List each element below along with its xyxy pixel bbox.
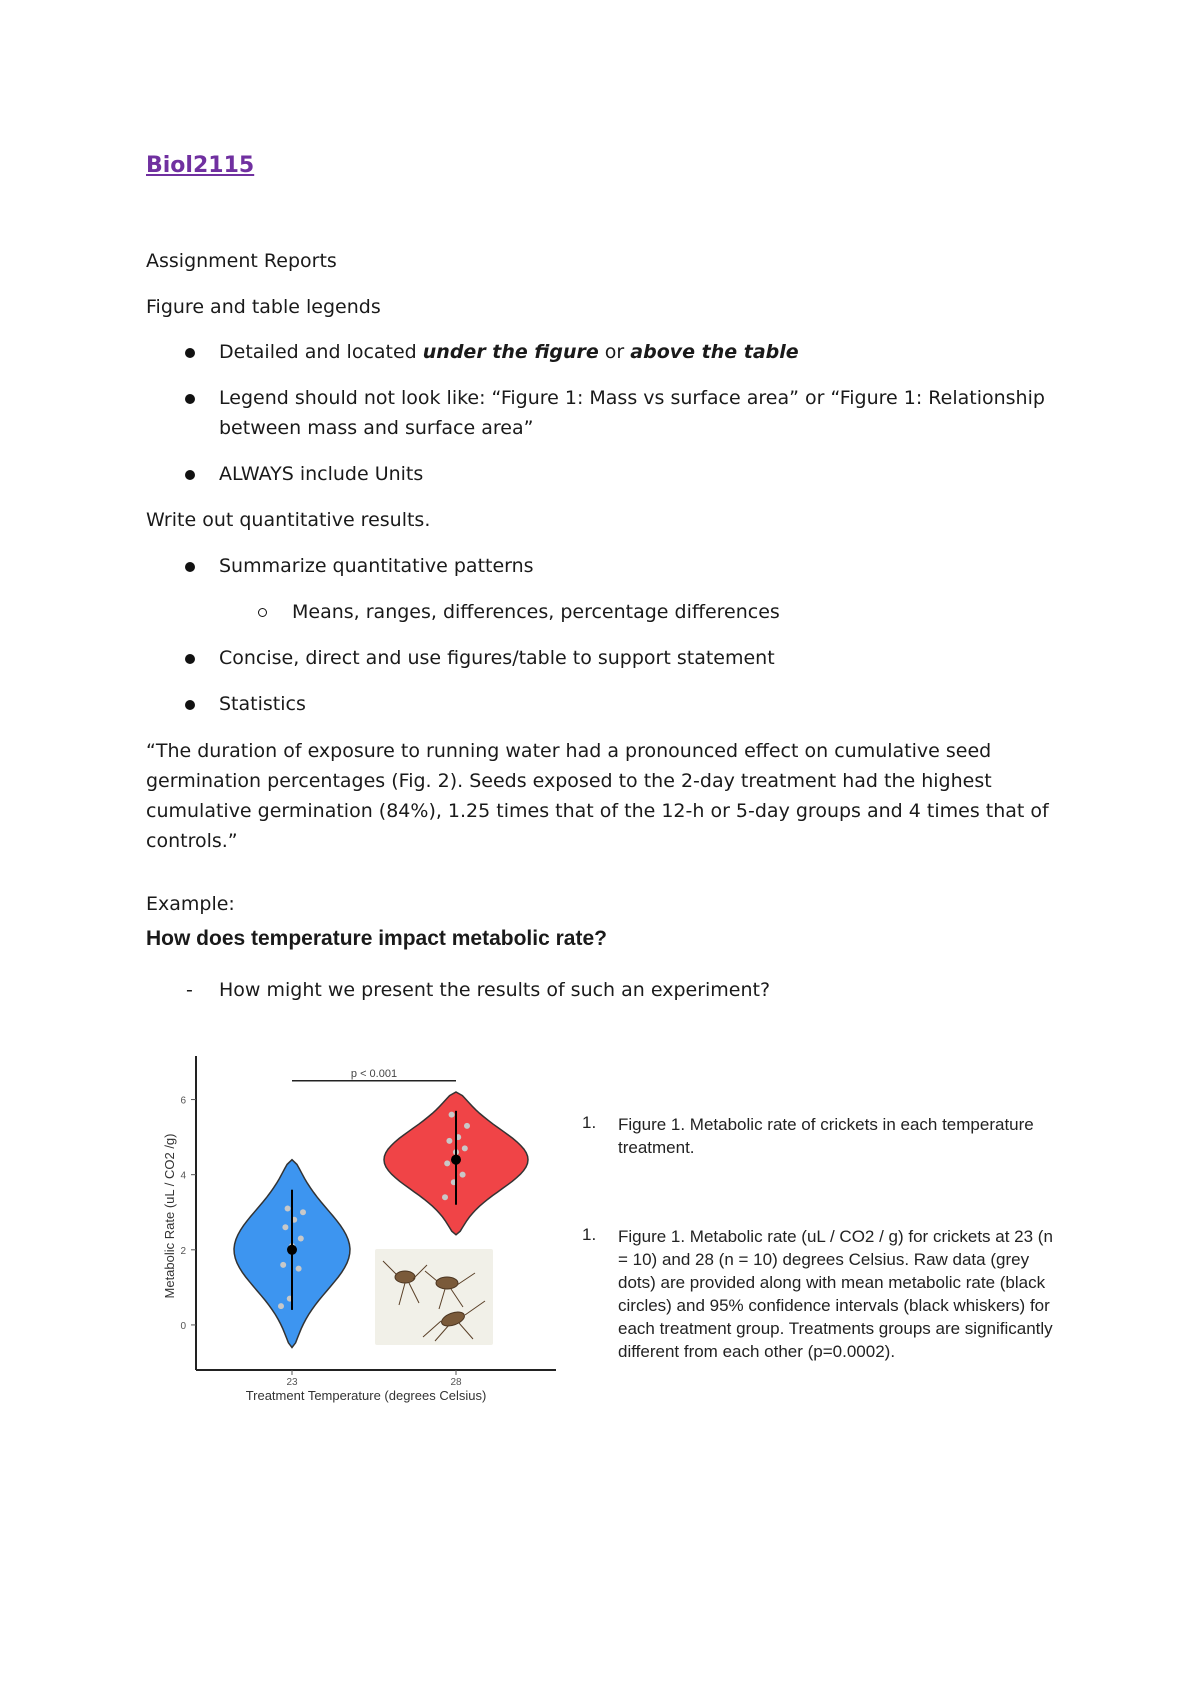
cricket-icon bbox=[375, 1249, 493, 1345]
bullet-icon bbox=[185, 394, 195, 404]
y-tick-label: 6 bbox=[180, 1095, 186, 1107]
bullet-item-units: ALWAYS include Units bbox=[219, 463, 424, 485]
raw-data-point bbox=[449, 1112, 455, 1118]
x-tick-label: 28 bbox=[450, 1377, 462, 1388]
example-quote: “The duration of exposure to running water had a pronounced effect on cumulative seed germination percentages (Fig. 2). Seeds exposed to the 2-day treatment had the highest cumulative germination (84%), 1.25 times that of the 12-h or 5-day groups and 4 times that of controls.” bbox=[146, 740, 1049, 852]
y-tick-label: 0 bbox=[180, 1320, 186, 1332]
mean-point-23 bbox=[287, 1245, 297, 1255]
dash-item: How might we present the results of such an experiment? bbox=[219, 979, 771, 1001]
raw-data-point bbox=[280, 1262, 286, 1268]
significance-annotation: p < 0.001 bbox=[350, 1067, 398, 1080]
raw-data-point bbox=[462, 1145, 468, 1151]
section-heading: Assignment Reports bbox=[146, 250, 337, 272]
bullet-icon bbox=[185, 470, 195, 480]
raw-data-point bbox=[298, 1236, 304, 1242]
legend-2-text: Figure 1. Metabolic rate (uL / CO2 / g) for crickets at 23 (n = 10) and 28 (n = 10) degrees Celsius. Raw data (grey dots) are provided along with mean metabolic rate (black circles) and 95% confidence intervals (black whiskers) for each treatment group. Treatments groups are significantly different from each other (p=0.0002). bbox=[618, 1227, 1053, 1361]
bullet-item-bad-legend-line2: between mass and surface area” bbox=[219, 417, 534, 439]
dash-marker: - bbox=[186, 979, 193, 1001]
example-label: Example: bbox=[146, 893, 235, 915]
results-heading: Write out quantitative results. bbox=[146, 509, 431, 531]
y-tick-label: 2 bbox=[180, 1245, 186, 1257]
mean-point-28 bbox=[451, 1155, 461, 1165]
question-heading: How does temperature impact metabolic rate? bbox=[146, 927, 607, 950]
bullet-icon bbox=[185, 700, 195, 710]
y-tick-label: 4 bbox=[180, 1170, 186, 1182]
raw-data-point bbox=[464, 1123, 470, 1129]
metabolic-rate-violin-chart bbox=[160, 1050, 580, 1410]
raw-data-point bbox=[442, 1194, 448, 1200]
bullet-item-legend-location: Detailed and located under the figure or above the table bbox=[219, 341, 799, 363]
raw-data-point bbox=[278, 1303, 284, 1309]
cricket-photo bbox=[375, 1249, 493, 1345]
circle-bullet-icon bbox=[258, 608, 267, 617]
y-axis-label: Metabolic Rate (uL / CO2 /g) bbox=[162, 1133, 177, 1299]
x-tick-label: 23 bbox=[286, 1377, 298, 1388]
legend-1-number: 1. bbox=[582, 1113, 597, 1132]
raw-data-point bbox=[282, 1224, 288, 1230]
subsection-heading: Figure and table legends bbox=[146, 296, 381, 318]
document-title[interactable]: Biol2115 bbox=[146, 153, 255, 178]
bullet-icon bbox=[185, 654, 195, 664]
raw-data-point bbox=[444, 1160, 450, 1166]
legend-2-number: 1. bbox=[582, 1225, 597, 1244]
bullet-item-bad-legend-line1: Legend should not look like: “Figure 1: Mass vs surface area” or “Figure 1: Relationship bbox=[219, 387, 1045, 409]
legend-1-text: Figure 1. Metabolic rate of crickets in each temperature treatment. bbox=[618, 1115, 1034, 1157]
raw-data-point bbox=[285, 1205, 291, 1211]
x-axis-label: Treatment Temperature (degrees Celsius) bbox=[245, 1388, 487, 1403]
bullet-item-summarize: Summarize quantitative patterns bbox=[219, 555, 534, 577]
bullet-icon bbox=[185, 562, 195, 572]
raw-data-point bbox=[446, 1138, 452, 1144]
raw-data-point bbox=[300, 1209, 306, 1215]
raw-data-point bbox=[296, 1266, 302, 1272]
bullet-icon bbox=[185, 348, 195, 358]
bullet-item-statistics: Statistics bbox=[219, 693, 306, 715]
bullet-item-concise: Concise, direct and use figures/table to support statement bbox=[219, 647, 775, 669]
sub-item-means: Means, ranges, differences, percentage differences bbox=[292, 601, 780, 623]
raw-data-point bbox=[460, 1172, 466, 1178]
